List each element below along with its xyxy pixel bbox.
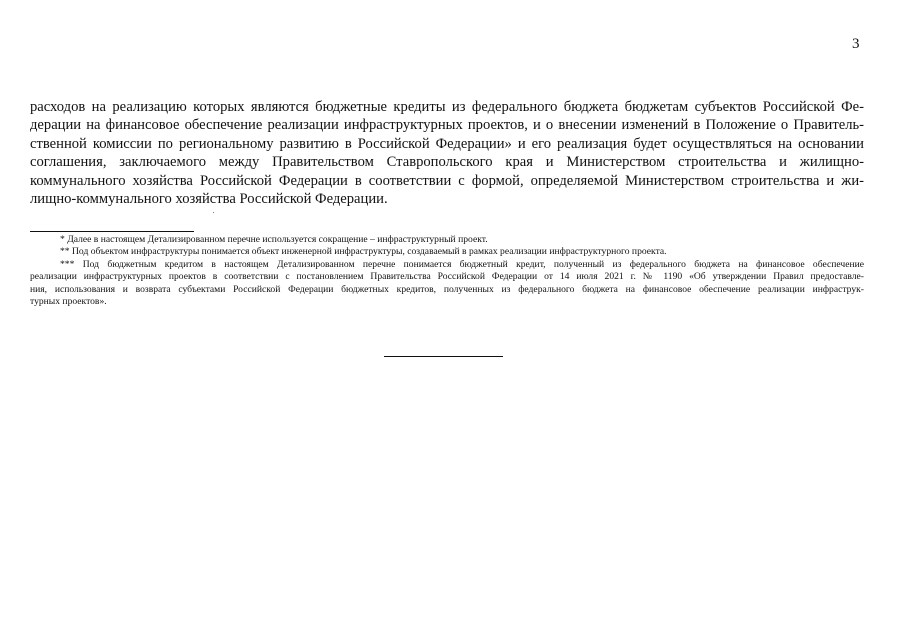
paragraph-line: расходов на реализацию которых являются бюджетные кредиты из федерального бюджета бюджетам субъектов Российской Фе- — [30, 99, 864, 115]
footnote-2: ** Под объектом инфраструктуры понимается объект инженерной инфраструктуры, создаваемый в рамках реализации инфраструктурного проекта. — [60, 246, 667, 258]
main-paragraph — [30, 98, 864, 208]
footnote-3-line: реализации инфраструктурных проектов в соответствии с постановлением Правительства Российской Федерации от 14 июля 2021 г. № 1190 «Об утверждении Правил предоставле- — [30, 271, 864, 283]
footnote-3-line: ния, использования и возврата субъектами Российской Федерации бюджетных кредитов, полученных из федерального бюджета на финансовое обеспечение реализации инфраструк- — [30, 283, 864, 295]
page-number: 3 — [852, 36, 860, 52]
paragraph-line: коммунального хозяйства Российской Федерации в соответствии с формой, определяемой Министерством строительства и жи- — [30, 172, 864, 189]
footnote-3-line: турных проектов». — [30, 296, 107, 308]
paragraph-line: лищно-коммунального хозяйства Российской Федерации. — [30, 191, 388, 208]
footnotes-block — [30, 234, 864, 308]
paragraph-line: ственной комиссии по региональному развитию в Российской Федерации» и его реализация будет осуществляться на основании — [30, 135, 864, 152]
paragraph-line: соглашения, заключаемого между Правительством Ставропольского края и Министерством строительства и жилищно- — [30, 154, 864, 171]
end-of-document-rule — [384, 356, 503, 357]
footnote-separator — [30, 231, 194, 232]
paragraph-line: дерации на финансовое обеспечение реализации инфраструктурных проектов, и о внесении изменений в Положение о Правитель- — [30, 117, 864, 134]
scan-speck — [213, 212, 214, 213]
footnote-1: * Далее в настоящем Детализированном перечне используется сокращение – инфраструктурный проект. — [60, 234, 488, 245]
footnote-3-line: *** Под бюджетным кредитом в настоящем Детализированном перечне понимается бюджетный кредит, полученный из федерального бюджета на финансовое обеспечение — [60, 258, 864, 270]
